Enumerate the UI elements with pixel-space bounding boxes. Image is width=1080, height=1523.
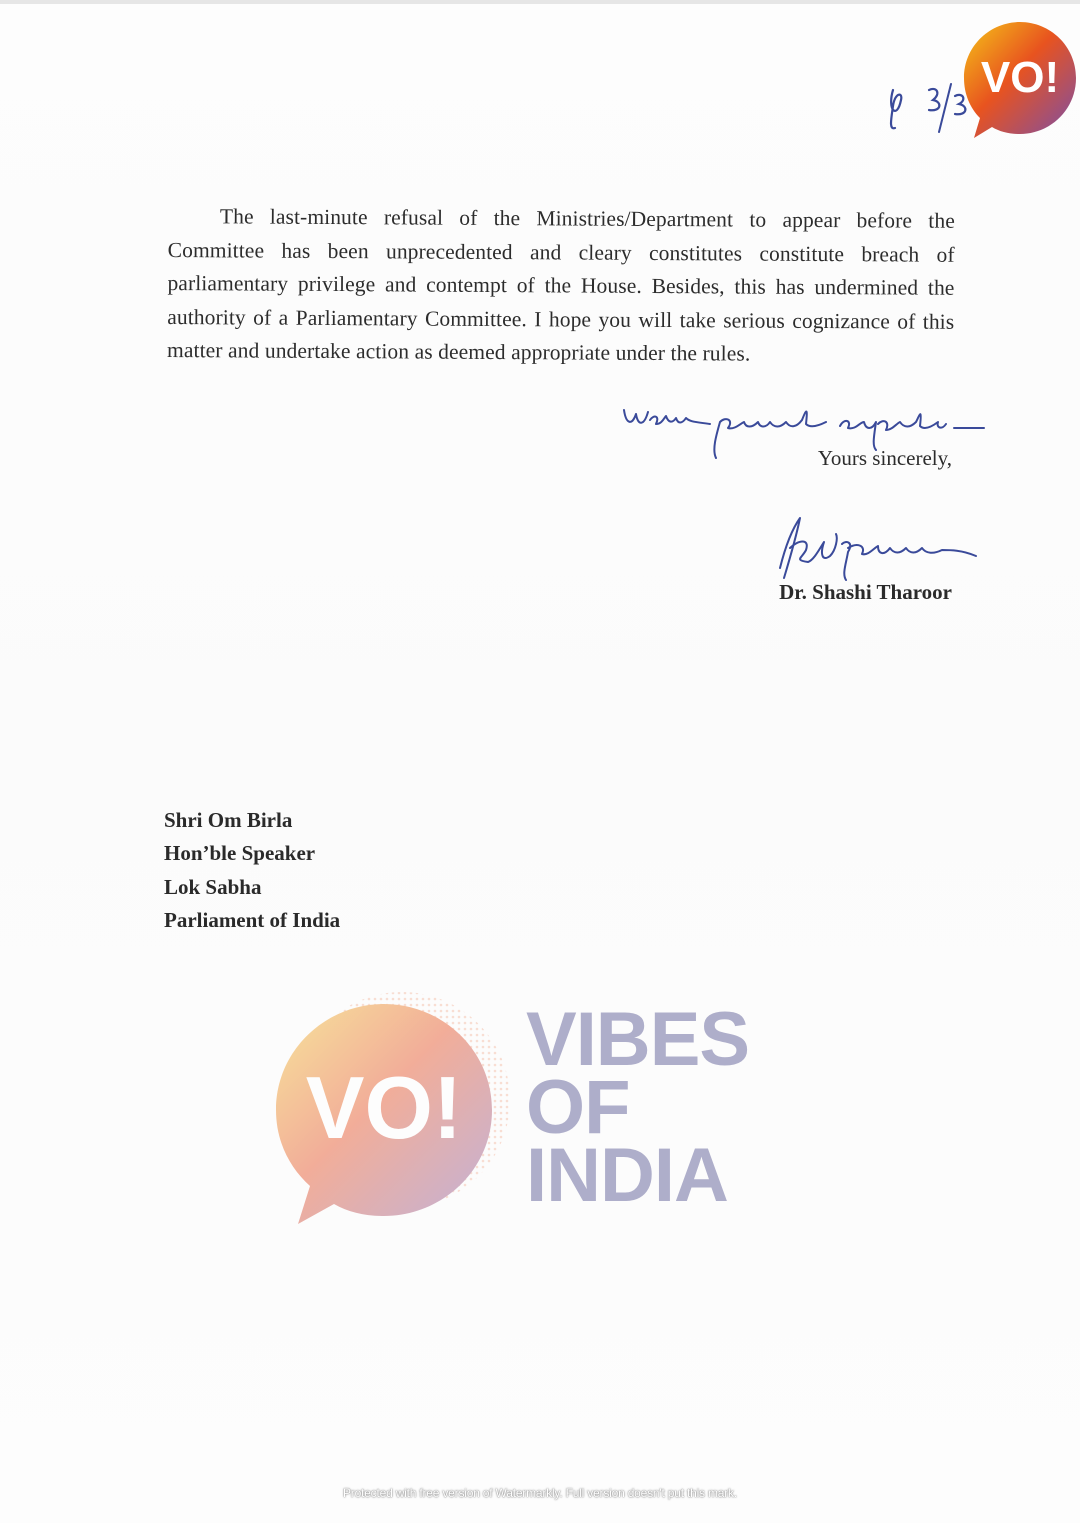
top-divider: [0, 0, 1080, 4]
watermark-line-of: OF: [526, 1065, 630, 1150]
signatory-name: Dr. Shashi Tharoor: [779, 580, 952, 604]
watermark-line-india: INDIA: [526, 1133, 728, 1218]
corner-logo-text: VO!: [980, 53, 1060, 102]
watermark-line-vibes: VIBES: [526, 997, 750, 1082]
recipient-name: Shri Om Birla: [164, 808, 293, 832]
letter-body-paragraph: The last-minute refusal of the Ministries/Department to appear before the Committee has been unprecedented and cleary constitutes constitute breach of parliamentary privilege and contempt of the House. Besides, this has undermined the authority of a Parliamentary Committee. I hope you will take serious cognizance of this matter and undertake action as deemed appropriate under the rules.: [167, 204, 955, 366]
vibes-of-india-corner-logo: [962, 16, 1080, 144]
recipient-title: Hon’ble Speaker: [164, 841, 316, 866]
watermark-footer-note: Protected with free version of Watermarkly. Full version doesn't put this mark.: [343, 1486, 737, 1500]
handwritten-signature: [750, 508, 980, 588]
recipient-address: [164, 804, 484, 937]
recipient-house: Lok Sabha: [164, 874, 262, 899]
recipient-institution: Parliament of India: [164, 907, 341, 932]
watermark-logo: [252, 990, 514, 1240]
closing-salutation: Yours sincerely,: [817, 446, 952, 470]
watermark-brand-text: [526, 997, 786, 1218]
watermark-logo-text: VO!: [305, 1058, 463, 1157]
